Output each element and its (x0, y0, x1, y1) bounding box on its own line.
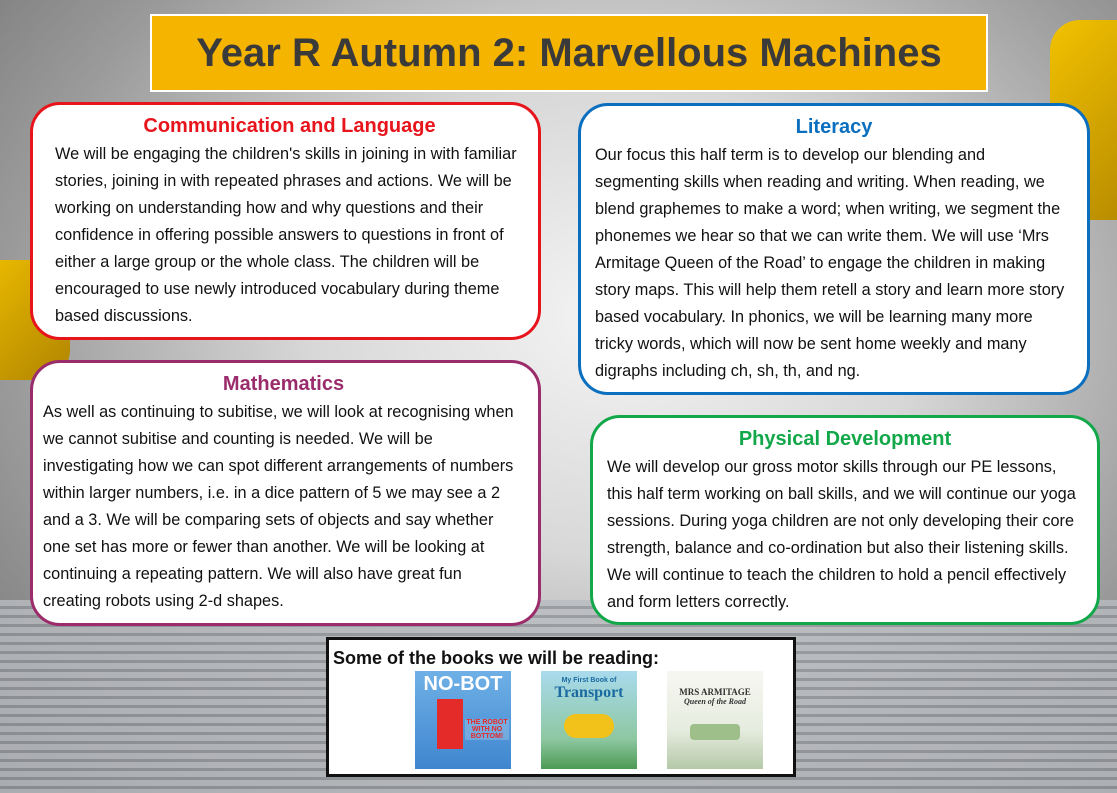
book-subtitle: Queen of the Road (684, 697, 746, 706)
section-heading: Communication and Language (143, 115, 436, 137)
book-subtitle: My First Book of (561, 677, 617, 684)
section-heading: Literacy (795, 116, 873, 138)
section-heading: Physical Development (738, 428, 952, 450)
book-title: Transport (554, 684, 624, 701)
book-cover-transport (541, 671, 637, 769)
car-illustration (690, 724, 740, 740)
page-title: Year R Autumn 2: Marvellous Machines (150, 14, 988, 92)
section-text: As well as continuing to subitise, we will look at recognising when we cannot subitise and counting is needed. We will be investigating how we can spot different arrangements of numbers within larger numbers, i.e. in a dice pattern of 5 we may see a 2 and a 3. We will be comparing sets of objects and say whether one set has more or fewer than another. We will be looking at continuing a repeating pattern. We will also have great fun creating robots using 2-d shapes. (43, 403, 514, 610)
helicopter-illustration (564, 714, 614, 738)
section-text: Our focus this half term is to develop our blending and segmenting skills when reading and writing. When reading, we blend graphemes to make a word; when writing, we segment the phonemes we hear so that we can write them. We will use ‘Mrs Armitage Queen of the Road’ to engage the children in making story maps. This will help them retell a story and learn more story based vocabulary. In phonics, we will be learning many more tricky words, which will now be sent home weekly and many digraphs including ch, sh, th, and ng. (595, 146, 1065, 380)
book-cover-nobot (415, 671, 511, 769)
book-title: NO-BOT (423, 673, 503, 695)
section-text: We will be engaging the children's skills in joining in with familiar stories, joining in with repeated phrases and actions. We will be working on understanding how and why questions and their confidence in offering possible answers to questions in front of either a large group or the whole class. The children will be encouraged to use newly introduced vocabulary during theme based discussions. (55, 145, 517, 325)
books-section (326, 637, 796, 777)
robot-illustration (437, 699, 463, 749)
book-cover-mrs-armitage (667, 671, 763, 769)
physical-development-section (590, 415, 1100, 625)
section-heading: Mathematics (222, 373, 345, 395)
book-title: MRS ARMITAGE (679, 687, 751, 697)
communication-section (30, 102, 541, 340)
books-heading: Some of the books we will be reading: (333, 648, 660, 668)
section-text: We will develop our gross motor skills through our PE lessons, this half term working on ball skills, and we will continue our yoga sessions. During yoga children are not only developing their core strength, balance and co-ordination but also their listening skills. We will continue to teach the children to hold a pencil effectively and form letters correctly. (607, 458, 1076, 611)
book-subtitle: THE ROBOT WITH NO BOTTOM! (466, 719, 508, 740)
literacy-section (578, 103, 1090, 395)
mathematics-section (30, 360, 541, 626)
